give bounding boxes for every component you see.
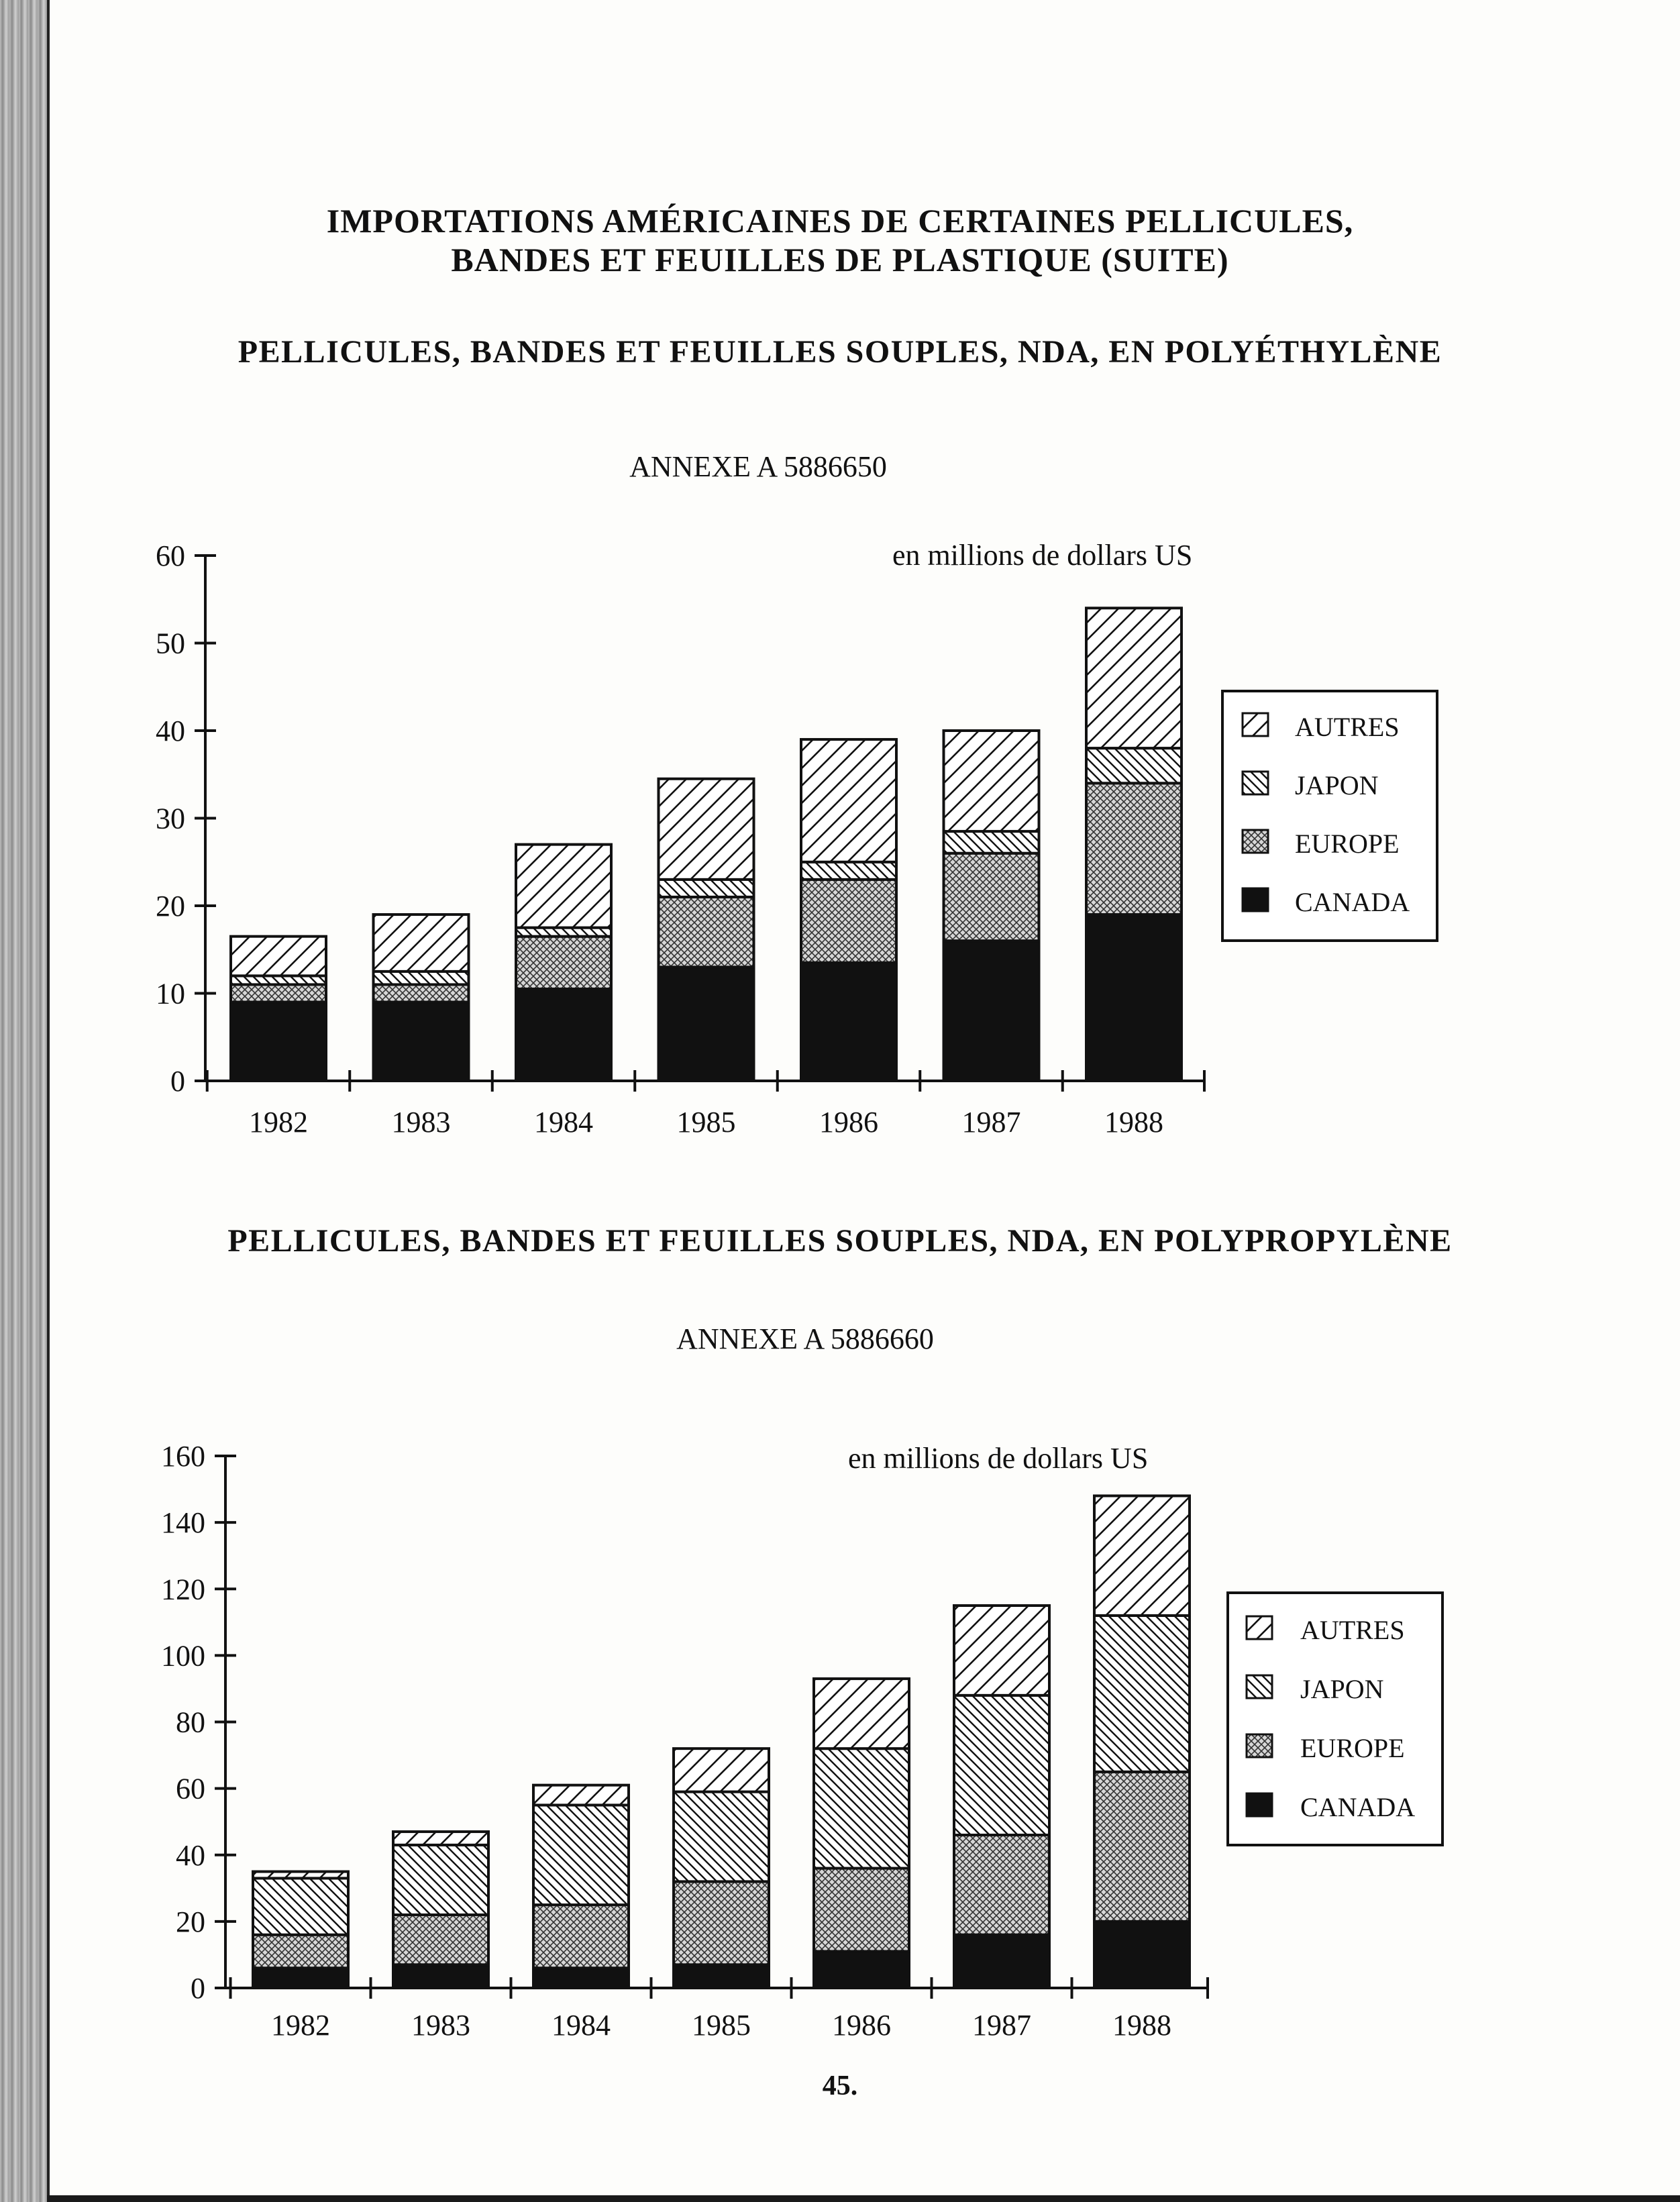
y-tick-label-140: 140: [161, 1506, 205, 1540]
bar-segment-canada-1986: [801, 963, 896, 1081]
x-tick-label-1982: 1982: [249, 1106, 308, 1139]
bar-segment-japon-1988: [1094, 1616, 1190, 1772]
chart-2-x-tick-labels: [271, 2009, 1171, 2042]
bar-segment-europe-1983: [374, 984, 469, 1002]
bar-segment-canada-1985: [659, 967, 754, 1081]
chart-1-legend-label-canada: CANADA: [1295, 887, 1410, 917]
x-tick-label-1982: 1982: [271, 2009, 330, 2042]
chart-2-legend-label-canada: CANADA: [1300, 1792, 1416, 1822]
x-tick-label-1984: 1984: [552, 2009, 611, 2042]
y-tick-label-100: 100: [161, 1639, 205, 1673]
bar-segment-europe-1985: [659, 897, 754, 967]
chart-1-y-tick-labels: [156, 539, 185, 1098]
bar-segment-autres-1986: [801, 739, 896, 862]
bar-segment-autres-1988: [1094, 1496, 1190, 1615]
x-tick-label-1987: 1987: [972, 2009, 1031, 2042]
bar-segment-autres-1985: [659, 779, 754, 880]
y-tick-label-80: 80: [176, 1706, 205, 1739]
chart-1-polyethylene: [156, 539, 1437, 1139]
chart-1-legend-label-europe: EUROPE: [1295, 829, 1400, 859]
x-tick-label-1985: 1985: [692, 2009, 751, 2042]
bar-segment-autres-1985: [674, 1748, 769, 1791]
bar-segment-europe-1982: [231, 984, 326, 1002]
bar-segment-autres-1987: [954, 1606, 1049, 1695]
bar-segment-autres-1984: [516, 845, 611, 928]
bar-segment-europe-1987: [944, 853, 1039, 941]
bar-segment-japon-1987: [954, 1695, 1049, 1835]
bar-segment-canada-1988: [1094, 1922, 1190, 1988]
chart-2-legend-swatch-europe: [1247, 1734, 1272, 1757]
bar-segment-canada-1985: [674, 1964, 769, 1988]
chart-1-annex-label: ANNEXE A 5886650: [629, 450, 887, 483]
chart-2-annex-label: ANNEXE A 5886660: [676, 1322, 934, 1355]
bar-segment-europe-1988: [1094, 1772, 1190, 1922]
y-tick-label-60: 60: [156, 539, 185, 572]
bar-segment-autres-1984: [533, 1785, 629, 1805]
chart-1-bars: [231, 608, 1182, 1081]
x-tick-label-1983: 1983: [411, 2009, 470, 2042]
bar-segment-canada-1984: [533, 1968, 629, 1988]
y-tick-label-30: 30: [156, 802, 185, 835]
bar-segment-canada-1986: [814, 1951, 909, 1988]
chart-2-legend: [1228, 1593, 1442, 1845]
chart-2-legend-swatch-autres: [1247, 1616, 1272, 1639]
bar-segment-europe-1987: [954, 1835, 1049, 1935]
y-tick-label-0: 0: [170, 1065, 185, 1098]
bar-segment-autres-1982: [253, 1872, 348, 1879]
chart-2-y-tick-labels: [161, 1440, 205, 2005]
bar-segment-europe-1985: [674, 1881, 769, 1964]
chart-2-bars: [253, 1496, 1190, 1988]
bar-segment-europe-1986: [801, 880, 896, 963]
bar-segment-japon-1983: [374, 972, 469, 985]
bar-segment-japon-1986: [801, 862, 896, 880]
bar-segment-autres-1987: [944, 731, 1039, 831]
y-tick-label-40: 40: [176, 1838, 205, 1872]
x-tick-label-1987: 1987: [961, 1106, 1021, 1139]
bar-segment-japon-1983: [393, 1845, 488, 1915]
chart-1-legend-swatch-japon: [1243, 772, 1268, 794]
chart-1-legend-swatch-europe: [1243, 830, 1268, 853]
bar-segment-canada-1983: [374, 1002, 469, 1081]
x-tick-label-1986: 1986: [819, 1106, 878, 1139]
chart-2-legend-label-japon: JAPON: [1300, 1674, 1384, 1704]
bar-segment-europe-1984: [533, 1905, 629, 1968]
bar-segment-japon-1985: [659, 880, 754, 897]
chart-1-unit-label: en millions de dollars US: [892, 539, 1193, 572]
bar-segment-autres-1983: [374, 914, 469, 972]
x-tick-label-1988: 1988: [1112, 2009, 1171, 2042]
y-tick-label-10: 10: [156, 977, 185, 1010]
bar-segment-canada-1984: [516, 989, 611, 1081]
page-number: 45.: [822, 2070, 858, 2101]
chart-2-legend-label-europe: EUROPE: [1300, 1733, 1405, 1763]
main-title-line-2: BANDES ET FEUILLES DE PLASTIQUE (SUITE): [451, 241, 1229, 278]
chart-2-legend-swatch-japon: [1247, 1675, 1272, 1698]
y-tick-label-50: 50: [156, 627, 185, 660]
chart-2-legend-swatch-canada: [1247, 1793, 1272, 1816]
bar-segment-japon-1988: [1086, 748, 1182, 783]
bar-segment-canada-1987: [944, 941, 1039, 1081]
chart-1-legend-swatch-canada: [1243, 888, 1268, 911]
chart-1-legend-label-autres: AUTRES: [1295, 712, 1400, 742]
bar-segment-autres-1983: [393, 1832, 488, 1845]
bar-segment-canada-1982: [231, 1002, 326, 1081]
bar-segment-autres-1988: [1086, 608, 1182, 748]
y-tick-label-60: 60: [176, 1772, 205, 1805]
bar-segment-autres-1986: [814, 1679, 909, 1748]
bar-segment-canada-1982: [253, 1968, 348, 1988]
x-tick-label-1988: 1988: [1104, 1106, 1163, 1139]
bar-segment-canada-1988: [1086, 914, 1182, 1081]
y-tick-label-120: 120: [161, 1573, 205, 1606]
chart-2-polypropylene: [161, 1440, 1442, 2042]
bar-segment-europe-1982: [253, 1935, 348, 1969]
bar-segment-europe-1988: [1086, 783, 1182, 914]
x-tick-label-1983: 1983: [391, 1106, 451, 1139]
bar-segment-japon-1982: [253, 1878, 348, 1934]
chart-1-legend: [1222, 691, 1437, 941]
chart-2-legend-label-autres: AUTRES: [1300, 1615, 1405, 1645]
chart-1-legend-swatch-autres: [1243, 713, 1268, 736]
y-tick-label-20: 20: [156, 890, 185, 923]
y-tick-label-0: 0: [191, 1972, 205, 2005]
y-tick-label-160: 160: [161, 1440, 205, 1473]
chart-1-x-tick-labels: [249, 1106, 1163, 1139]
chart-1-legend-label-japon: JAPON: [1295, 770, 1379, 800]
bar-segment-japon-1987: [944, 831, 1039, 853]
x-tick-label-1984: 1984: [534, 1106, 593, 1139]
bar-segment-europe-1984: [516, 937, 611, 989]
bar-segment-europe-1986: [814, 1869, 909, 1952]
bar-segment-japon-1986: [814, 1748, 909, 1868]
bar-segment-japon-1984: [533, 1805, 629, 1905]
chart-2-unit-label: en millions de dollars US: [848, 1442, 1149, 1475]
bar-segment-japon-1985: [674, 1792, 769, 1882]
x-tick-label-1986: 1986: [832, 2009, 891, 2042]
chart-1-title: PELLICULES, BANDES ET FEUILLES SOUPLES, NDA, EN POLYÉTHYLÈNE: [238, 334, 1442, 370]
y-tick-label-20: 20: [176, 1905, 205, 1938]
chart-2-title: PELLICULES, BANDES ET FEUILLES SOUPLES, NDA, EN POLYPROPYLÈNE: [227, 1223, 1453, 1259]
bar-segment-europe-1983: [393, 1915, 488, 1964]
main-title-line-1: IMPORTATIONS AMÉRICAINES DE CERTAINES PELLICULES,: [326, 202, 1354, 240]
bar-segment-canada-1987: [954, 1935, 1049, 1988]
y-tick-label-40: 40: [156, 715, 185, 747]
x-tick-label-1985: 1985: [676, 1106, 736, 1139]
bar-segment-canada-1983: [393, 1964, 488, 1988]
bar-segment-autres-1982: [231, 937, 326, 976]
